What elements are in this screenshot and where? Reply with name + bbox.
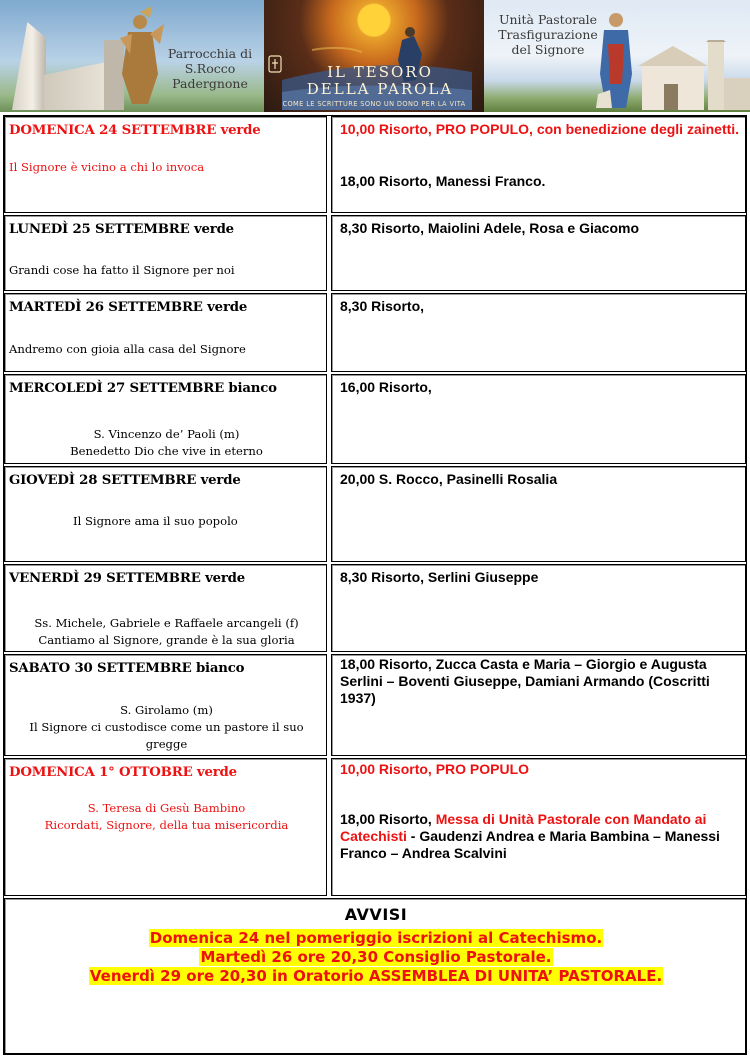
- day-note: Cantiamo al Signore, grande è la sua gloria: [38, 633, 295, 647]
- saint-statue-right-image: [592, 4, 640, 110]
- day-note: Andremo con gioia alla casa del Signore: [9, 342, 246, 356]
- tesoro-subtitle: COME LE SCRITTURE SONO UN DONO PER LA VITA: [282, 100, 466, 108]
- day-title: LUNEDÌ 25 SETTEMBRE verde: [9, 222, 234, 237]
- tesoro-title-line: IL TESORO: [327, 63, 433, 81]
- day-cell: [4, 654, 327, 756]
- church-tower-image: [12, 22, 46, 110]
- day-note: gregge: [145, 737, 188, 751]
- mass-entry: 16,00 Risorto,: [340, 379, 432, 395]
- parish-title-line: Padergnone: [172, 76, 248, 91]
- day-title: MARTEDÌ 26 SETTEMBRE verde: [9, 300, 248, 315]
- church-right-image: [634, 40, 750, 110]
- diocese-logo-icon: [268, 55, 282, 73]
- day-cell: [4, 564, 327, 652]
- schedule-row: [4, 758, 746, 896]
- day-cell: [4, 215, 327, 291]
- mass-entry: 10,00 Risorto, PRO POPULO: [340, 761, 530, 777]
- day-note: Il Signore è vicino a chi lo invoca: [9, 160, 205, 174]
- day-cell: [4, 116, 327, 213]
- mass-cell: [331, 758, 746, 896]
- mass-cell: [331, 374, 746, 464]
- mass-cell: [331, 466, 746, 562]
- tesoro-title: [290, 64, 470, 98]
- day-title: DOMENICA 24 SETTEMBRE verde: [9, 123, 261, 138]
- notice-line: [5, 928, 747, 948]
- parish-title: [150, 46, 264, 91]
- notices-box: [4, 898, 746, 1054]
- schedule-table: [3, 115, 747, 1055]
- tesoro-title-line: DELLA PAROLA: [306, 80, 454, 98]
- mass-entry-intentions: - Gaudenzi Andrea e Maria Bambina – Manessi Franco – Andrea Scalvini: [340, 828, 720, 861]
- schedule-row: [4, 564, 746, 652]
- day-note: Ss. Michele, Gabriele e Raffaele arcangeli (f): [34, 616, 299, 630]
- header-banner: [0, 0, 750, 112]
- mass-cell: [331, 654, 746, 756]
- schedule-row: [4, 654, 746, 756]
- mass-entry: 8,30 Risorto, Maiolini Adele, Rosa e Giacomo: [340, 220, 640, 236]
- parish-title-line: Parrocchia di: [167, 46, 253, 61]
- mass-entry: 18,00 Risorto, Manessi Franco.: [340, 173, 546, 189]
- day-title: DOMENICA 1° OTTOBRE verde: [9, 765, 237, 780]
- mass-entry: 20,00 S. Rocco, Pasinelli Rosalia: [340, 471, 558, 487]
- day-note: Benedetto Dio che vive in eterno: [70, 444, 263, 458]
- mass-cell: [331, 293, 746, 372]
- unit-panel: [484, 0, 750, 112]
- schedule-row: [4, 293, 746, 372]
- mass-cell: [331, 116, 746, 213]
- mass-entry: 8,30 Risorto,: [340, 298, 425, 314]
- day-note: S. Teresa di Gesù Bambino: [87, 801, 246, 815]
- day-title: GIOVEDÌ 28 SETTEMBRE verde: [9, 473, 241, 488]
- day-cell: [4, 758, 327, 896]
- day-cell: [4, 293, 327, 372]
- mass-entry-time: 18,00 Risorto,: [340, 811, 436, 827]
- schedule-row: [4, 215, 746, 291]
- notices-title: AVVISI: [344, 905, 408, 924]
- tesoro-panel: [264, 0, 484, 112]
- day-note: Grandi cose ha fatto il Signore per noi: [9, 263, 235, 277]
- day-title: VENERDÌ 29 SETTEMBRE verde: [9, 571, 246, 586]
- mass-entry: 10,00 Risorto, PRO POPULO, con benedizione degli zainetti.: [340, 121, 740, 137]
- mass-cell: [331, 215, 746, 291]
- parish-panel: [0, 0, 264, 112]
- notice-line: [5, 947, 747, 967]
- unit-title-line: Trasfigurazione: [498, 27, 598, 42]
- notice-line: [5, 966, 747, 986]
- day-note: Il Signore ama il suo popolo: [73, 514, 238, 528]
- parish-title-line: S.Rocco: [184, 61, 236, 76]
- day-title: SABATO 30 SETTEMBRE bianco: [9, 661, 245, 676]
- mass-entry: 18,00 Risorto, Zucca Casta e Maria – Giorgio e Augusta Serlini – Boventi Giuseppe, Damiani Armando (Coscritti 1937): [340, 656, 710, 706]
- day-cell: [4, 466, 327, 562]
- unit-title-line: Unità Pastorale: [498, 12, 598, 27]
- day-note: Ricordati, Signore, della tua misericordia: [44, 818, 289, 832]
- day-cell: [4, 374, 327, 464]
- mass-entry: [340, 811, 742, 862]
- day-note: Il Signore ci custodisce come un pastore il suo: [29, 720, 304, 734]
- day-note: S. Vincenzo de’ Paoli (m): [93, 427, 240, 441]
- notice-text: Venerdì 29 ore 20,30 in Oratorio ASSEMBLEA DI UNITA’ PASTORALE.: [89, 967, 663, 985]
- mass-cell: [331, 564, 746, 652]
- schedule-row: [4, 374, 746, 464]
- notice-text: Martedì 26 ore 20,30 Consiglio Pastorale.: [200, 948, 552, 966]
- day-title: MERCOLEDÌ 27 SETTEMBRE bianco: [9, 381, 277, 396]
- unit-title-line: del Signore: [511, 42, 585, 57]
- mass-entry: 8,30 Risorto, Serlini Giuseppe: [340, 569, 539, 585]
- schedule-row: [4, 116, 746, 213]
- schedule-row: [4, 466, 746, 562]
- day-note: S. Girolamo (m): [120, 703, 213, 717]
- notice-text: Domenica 24 nel pomeriggio iscrizioni al Catechismo.: [149, 929, 603, 947]
- mass-entry-highlight: Messa di Unità Pastorale con Mandato ai Catechisti: [340, 811, 707, 844]
